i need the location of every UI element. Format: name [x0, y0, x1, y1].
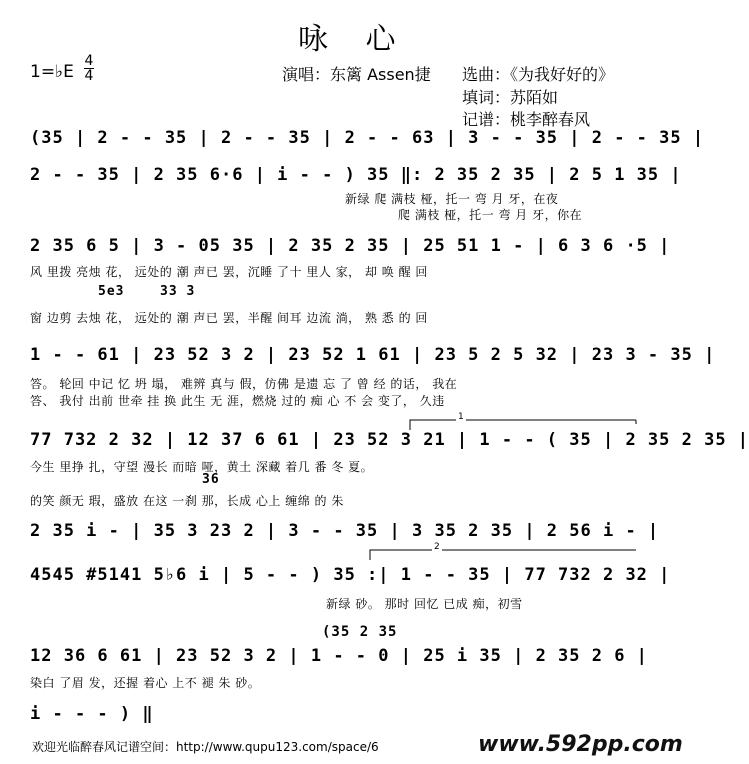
- score-line-3: 2 35 6 5 | 3 - 05 35 | 2 35 2 35 | 25 51 1 - | 6 3 6 ·5 |: [30, 236, 671, 256]
- lyrics-line-4a: 今生 里挣 扎，守望 漫长 而暗 哑，黄土 深藏 着几 番 冬 夏。: [30, 460, 374, 474]
- meter-top: 4: [84, 53, 94, 69]
- lyrics-line-4b: 的笑 颜无 瑕，盛放 在这 一刹 那，长成 心上 缠绵 的 朱: [30, 494, 344, 508]
- transcriber-credit: 记谱：桃李醉春风: [462, 110, 591, 129]
- score-line-8: 12 36 6 61 | 23 52 3 2 | 1 - - 0 | 25 i 35 | 2 35 2 6 |: [30, 646, 648, 666]
- song-title: 咏 心: [298, 22, 410, 57]
- lyrics-line-7: 染白 了眉 发，还握 着心 上不 褪 朱 砂。: [30, 676, 261, 690]
- lyrics-line-6: 新绿 砂。 那时 回忆 已成 痴，初雪: [326, 597, 523, 611]
- score-line-4: 1 - - 61 | 23 52 3 2 | 23 52 1 61 | 23 5 2 5 32 | 23 3 - 35 |: [30, 345, 716, 365]
- score-line-1: (35 | 2 - - 35 | 2 - - 35 | 2 - - 63 | 3 - - 35 | 2 - - 35 |: [30, 128, 705, 148]
- album-credit: 选曲：《为我好好的》: [462, 65, 615, 84]
- score-line-6: 2 35 i - | 35 3 23 2 | 3 - - 35 | 3 35 2 35 | 2 56 i - |: [30, 521, 660, 541]
- lyricist-credit: 填词：苏陌如: [462, 88, 559, 107]
- lyrics-line-2a: 风 里拨 亮烛 花， 远处的 潮 声已 罢，沉睡 了十 里人 家， 却 唤 醒 回: [30, 265, 428, 279]
- lyrics-line-2b: 窗 边剪 去烛 花， 远处的 潮 声已 罢，半醒 间耳 边流 淌， 熟 悉 的 回: [30, 311, 428, 325]
- footer-text: 欢迎光临醉春风记谱空间：http://www.qupu123.com/space/6: [32, 740, 379, 754]
- lyrics-line-1b: 爬 满枝 桠，托一 弯 月 牙，你在: [398, 208, 583, 222]
- alt-notes-a: 5e3: [98, 284, 125, 299]
- lyrics-line-3b: 答、 我付 出前 世牵 挂 换 此生 无 涯，燃烧 过的 痴 心 不 会 变了， 久违: [30, 394, 445, 408]
- score-line-5: 77 732 2 32 | 12 37 6 61 | 23 52 3 21 | 1 - - ( 35 | 2 35 2 35 |: [30, 430, 749, 450]
- score-line-2: 2 - - 35 | 2 35 6·6 | i - - ) 35 ‖: 2 35 2 35 | 2 5 1 35 |: [30, 165, 682, 185]
- alt-notes-b: 33 3: [160, 284, 196, 299]
- key-signature: 1=♭E: [30, 62, 74, 82]
- alt-notes-c: 36: [202, 472, 220, 487]
- singer-credit: 演唱：东篱 Assen捷: [282, 65, 431, 84]
- meter-bottom: 4: [84, 68, 94, 84]
- lyrics-line-1a: 新绿 爬 满枝 桠，托一 弯 月 牙，在夜: [345, 192, 559, 206]
- volta-2-label: 2: [434, 542, 440, 552]
- score-line-9: i - - - ) ‖: [30, 704, 154, 724]
- site-watermark[interactable]: www.592pp.com: [478, 732, 683, 757]
- volta-1-label: 1: [458, 412, 464, 422]
- lyrics-line-3a: 答。 轮回 中记 忆 坍 塌， 难辨 真与 假，仿佛 是遗 忘 了 曾 经 的话， 我在: [30, 377, 458, 391]
- intro2-notes: (35 2 35: [322, 624, 398, 640]
- score-line-7: 4545 #5141 5♭6 i | 5 - - ) 35 :| 1 - - 35 | 77 732 2 32 |: [30, 565, 671, 585]
